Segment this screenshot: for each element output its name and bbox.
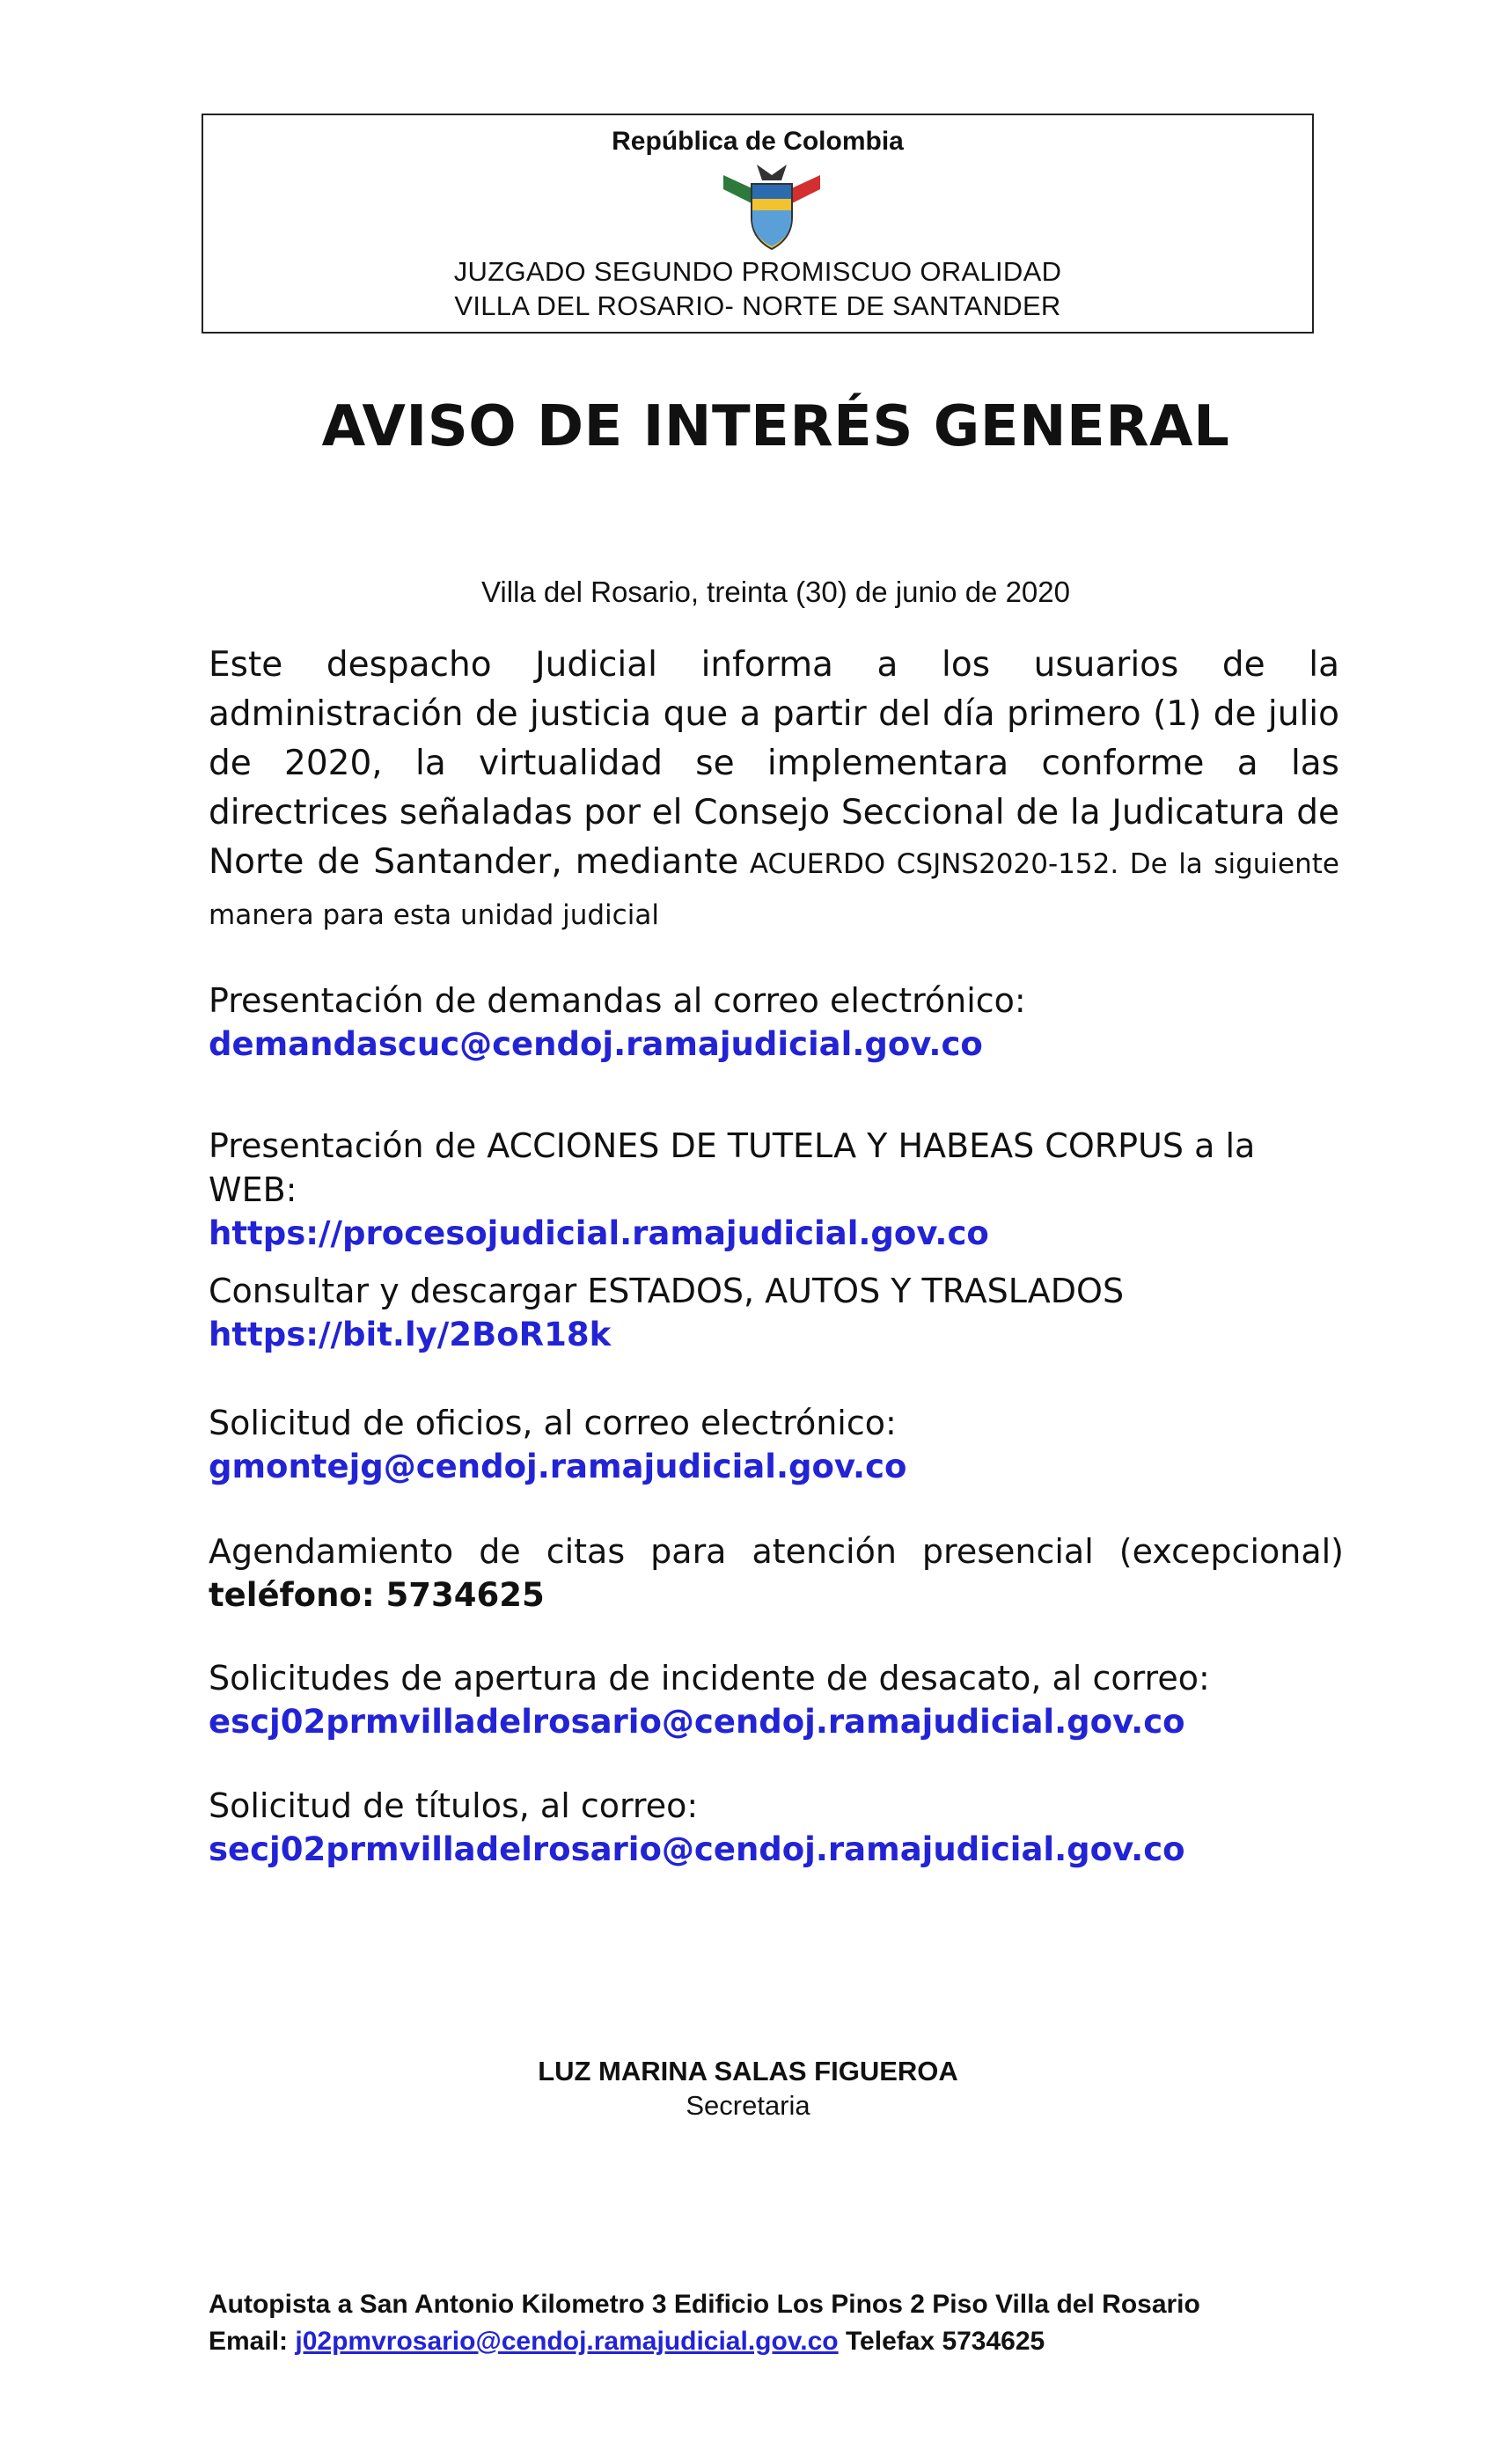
email-link[interactable]: escj02prmvilladelrosario@cendoj.ramajudicial.gov.co [209,1703,1185,1741]
footer-email-label: Email: [209,2327,296,2356]
list-item [209,979,1344,1067]
email-link[interactable]: gmontejg@cendoj.ramajudicial.gov.co [209,1448,907,1485]
signature-name: LUZ MARINA SALAS FIGUEROA [538,2056,958,2086]
court-name: JUZGADO SEGUNDO PROMISCUO ORALIDAD [453,256,1062,287]
list-item [209,1401,1344,1489]
agreement-text: ACUERDO CSJNS2020-152. De la siguiente manera para esta unidad judicial [209,848,1339,931]
list-item [209,1784,1344,1872]
item-label: Agendamiento de citas para atención presencial (excepcional) [209,1532,1344,1571]
colombia-coat-of-arms-icon [715,158,829,254]
item-label: Presentación de ACCIONES DE TUTELA Y HABEAS CORPUS a la WEB: [209,1126,1256,1209]
item-label: Solicitud de títulos, al correo: [209,1786,699,1825]
item-label: Solicitud de oficios, al correo electrónico: [209,1404,897,1442]
republic-heading: República de Colombia [612,127,904,156]
footer-contact [209,2323,1200,2360]
list-item [209,1269,1344,1357]
footer-address: Autopista a San Antonio Kilometro 3 Edificio Los Pinos 2 Piso Villa del Rosario [209,2290,1200,2319]
notice-text: Este despacho Judicial informa a los usuarios de la administración de justicia que a partir del día primero (1) de julio de 2020, la virtualidad se implementara conforme a las directrices señaladas por el Consejo Seccional de la Judicatura de Norte de Santander, mediante [209,645,1339,882]
court-location: VILLA DEL ROSARIO- NORTE DE SANTANDER [454,290,1061,321]
item-label: Consultar y descargar ESTADOS, AUTOS Y TRASLADOS [209,1272,1125,1310]
email-link[interactable]: secj02prmvilladelrosario@cendoj.ramajudicial.gov.co [209,1830,1185,1868]
web-link[interactable]: https://bit.ly/2BoR18k [209,1316,612,1353]
date-line: Villa del Rosario, treinta (30) de junio de 2020 [481,576,1070,608]
list-item [209,1124,1344,1256]
footer-telefax: Telefax 5734625 [838,2327,1045,2356]
list-item [209,1529,1344,1617]
signature-role: Secretaria [686,2090,810,2121]
item-label: Presentación de demandas al correo electrónico: [209,981,1026,1020]
notice-paragraph [209,641,1339,940]
footer-email-link[interactable]: j02pmvrosario@cendoj.ramajudicial.gov.co [295,2327,839,2356]
shield-sea-icon [752,210,791,246]
footer [209,2286,1200,2360]
web-link[interactable]: https://procesojudicial.ramajudicial.gov.co [209,1214,989,1252]
shield-band-icon [752,185,791,199]
page-title: AVISO DE INTERÉS GENERAL [321,394,1230,459]
item-label: Solicitudes de apertura de incidente de desacato, al correo: [209,1659,1210,1698]
phone-value: teléfono: 5734625 [209,1576,545,1614]
email-link[interactable]: demandascuc@cendoj.ramajudicial.gov.co [209,1025,983,1063]
list-item [209,1656,1344,1744]
condor-icon [757,165,787,180]
